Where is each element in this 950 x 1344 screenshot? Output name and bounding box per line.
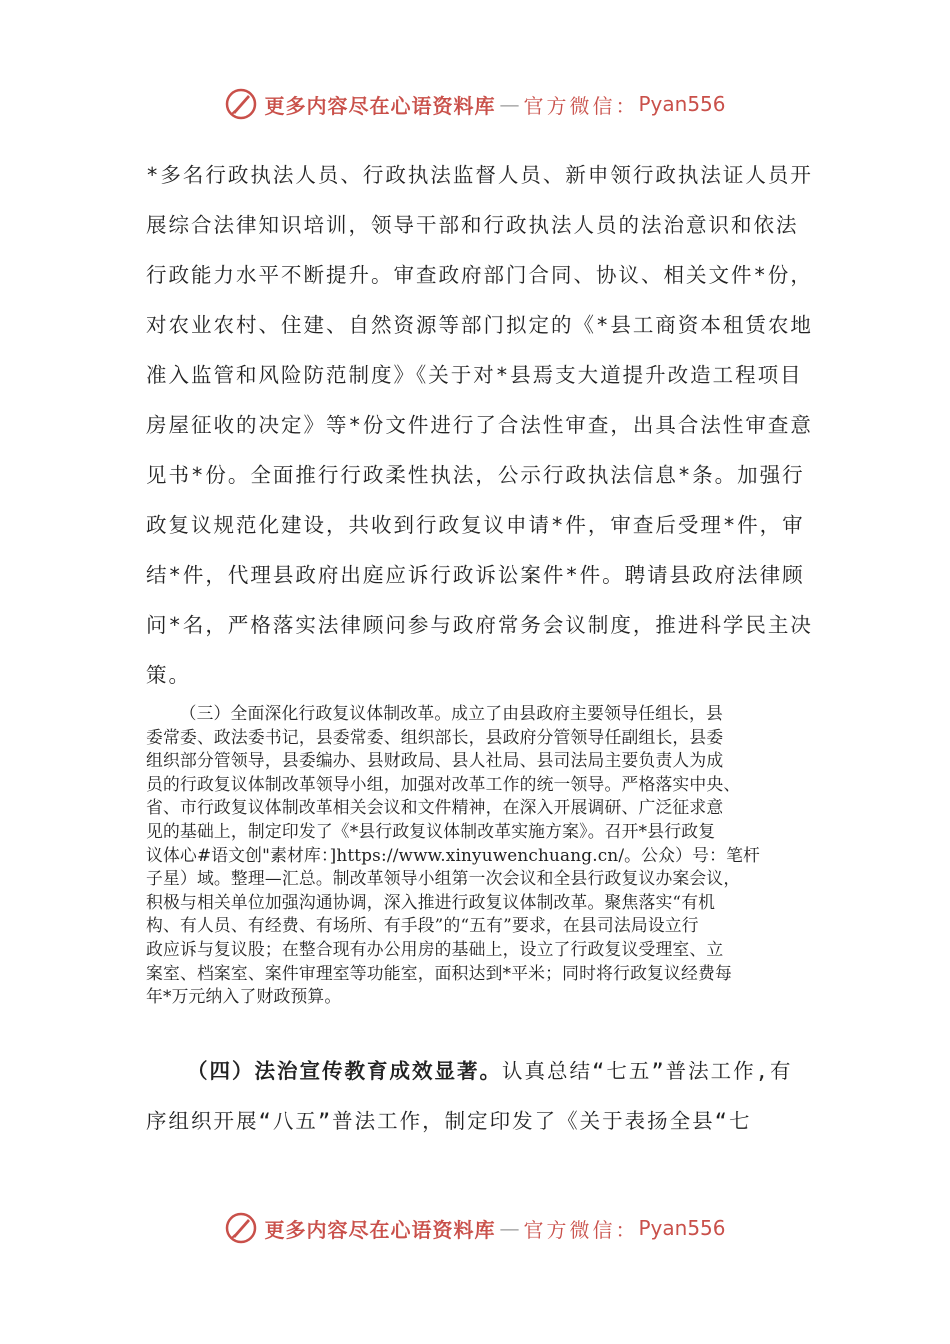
- paragraph-2: [146, 702, 806, 1009]
- text-line: （三）全面深化行政复议体制改革。成立了由县政府主要领导任组长，县: [179, 703, 723, 723]
- text-line: 序组织开展“八五”普法工作，制定印发了《关于表扬全县“七: [146, 1109, 752, 1133]
- text-line: 见书*份。全面推行行政柔性执法，公示行政执法信息*条。加强行: [146, 463, 805, 487]
- section-heading: （四）法治宣传教育成效显著。: [187, 1059, 502, 1083]
- banner-dash: —: [499, 92, 520, 116]
- text-line: 年*万元纳入了财政预算。: [146, 986, 342, 1007]
- text-line: 委常委、政法委书记，县委常委、组织部长，县政府分管领导任副组长，县委: [146, 726, 724, 747]
- banner-brand: 更多内容尽在心语资料库: [264, 93, 496, 118]
- text-line: 准入监管和风险防范制度》《关于对*县焉支大道提升改造工程项目: [146, 363, 803, 387]
- text-line: 省、市行政复议体制改革相关会议和文件精神，在深入开展调研、广泛征求意: [146, 797, 724, 818]
- banner-brand: 更多内容尽在心语资料库: [264, 1217, 496, 1242]
- text-line: 组织部分管领导，县委编办、县财政局、县人社局、县司法局主要负责人为成: [146, 750, 724, 771]
- text-line: 结*件，代理县政府出庭应诉行政诉讼案件*件。聘请县政府法律顾: [146, 563, 805, 587]
- text-line: *多名行政执法人员、行政执法监督人员、新申领行政执法证人员开: [146, 163, 813, 187]
- banner-wechat-id: Pyan556: [638, 1216, 726, 1240]
- text-line: 积极与相关单位加强沟通协调，深入推进行政复议体制改革。聚焦落实“有机: [146, 891, 716, 912]
- text-line: 对农业农村、住建、自然资源等部门拟定的《*县工商资本租赁农地: [146, 313, 813, 337]
- text-line: 员的行政复议体制改革领导小组，加强对改革工作的统一领导。严格落实中央、: [146, 773, 741, 794]
- paragraph-3: [146, 1046, 806, 1146]
- text-run: 认真总结“七五”普法工作,有: [502, 1059, 793, 1083]
- banner-wechat-id: Pyan556: [638, 92, 726, 116]
- text-line: 问*名，严格落实法律顾问参与政府常务会议制度，推进科学民主决: [146, 613, 813, 637]
- text-line: 子星）域。整理—汇总。制改革领导小组第一次会议和全县行政复议办案会议，: [146, 868, 741, 889]
- text-line: 策。: [146, 663, 191, 687]
- text-line: 见的基础上，制定印发了《*县行政复议体制改革实施方案》。召开*县行政复: [146, 820, 716, 841]
- text-line: 行政能力水平不断提升。审查政府部门合同、协议、相关文件*份，: [146, 263, 813, 287]
- text-line: 房屋征收的决定》等*份文件进行了合法性审查，出具合法性审查意: [146, 413, 813, 437]
- text-line: 政应诉与复议股；在整合现有办公用房的基础上，设立了行政复议受理室、立: [146, 938, 724, 959]
- paragraph-1: [146, 150, 813, 700]
- banner-dash: —: [499, 1216, 520, 1240]
- banner-official-label: 官方微信：: [523, 1217, 639, 1242]
- quill-pen-icon: [224, 1211, 258, 1245]
- text-line: 构、有人员、有经费、有场所、有手段”的“五有”要求，在县司法局设立行: [146, 915, 699, 936]
- quill-pen-icon: [224, 87, 258, 121]
- text-line: 政复议规范化建设，共收到行政复议申请*件，审查后受理*件，审: [146, 513, 805, 537]
- header-banner: [0, 84, 950, 124]
- text-line: 案室、档案室、案件审理室等功能室，面积达到*平米；同时将行政复议经费每: [146, 962, 732, 983]
- text-line: [146, 1046, 806, 1096]
- banner-official-label: 官方微信：: [523, 93, 639, 118]
- footer-banner: [0, 1208, 950, 1248]
- text-line: 展综合法律知识培训，领导干部和行政执法人员的法治意识和依法: [146, 213, 799, 237]
- text-line: 议体心#语文创"素材库：]https://www.xinyuwenchuang.cn/。公众）号：笔杆: [146, 844, 761, 865]
